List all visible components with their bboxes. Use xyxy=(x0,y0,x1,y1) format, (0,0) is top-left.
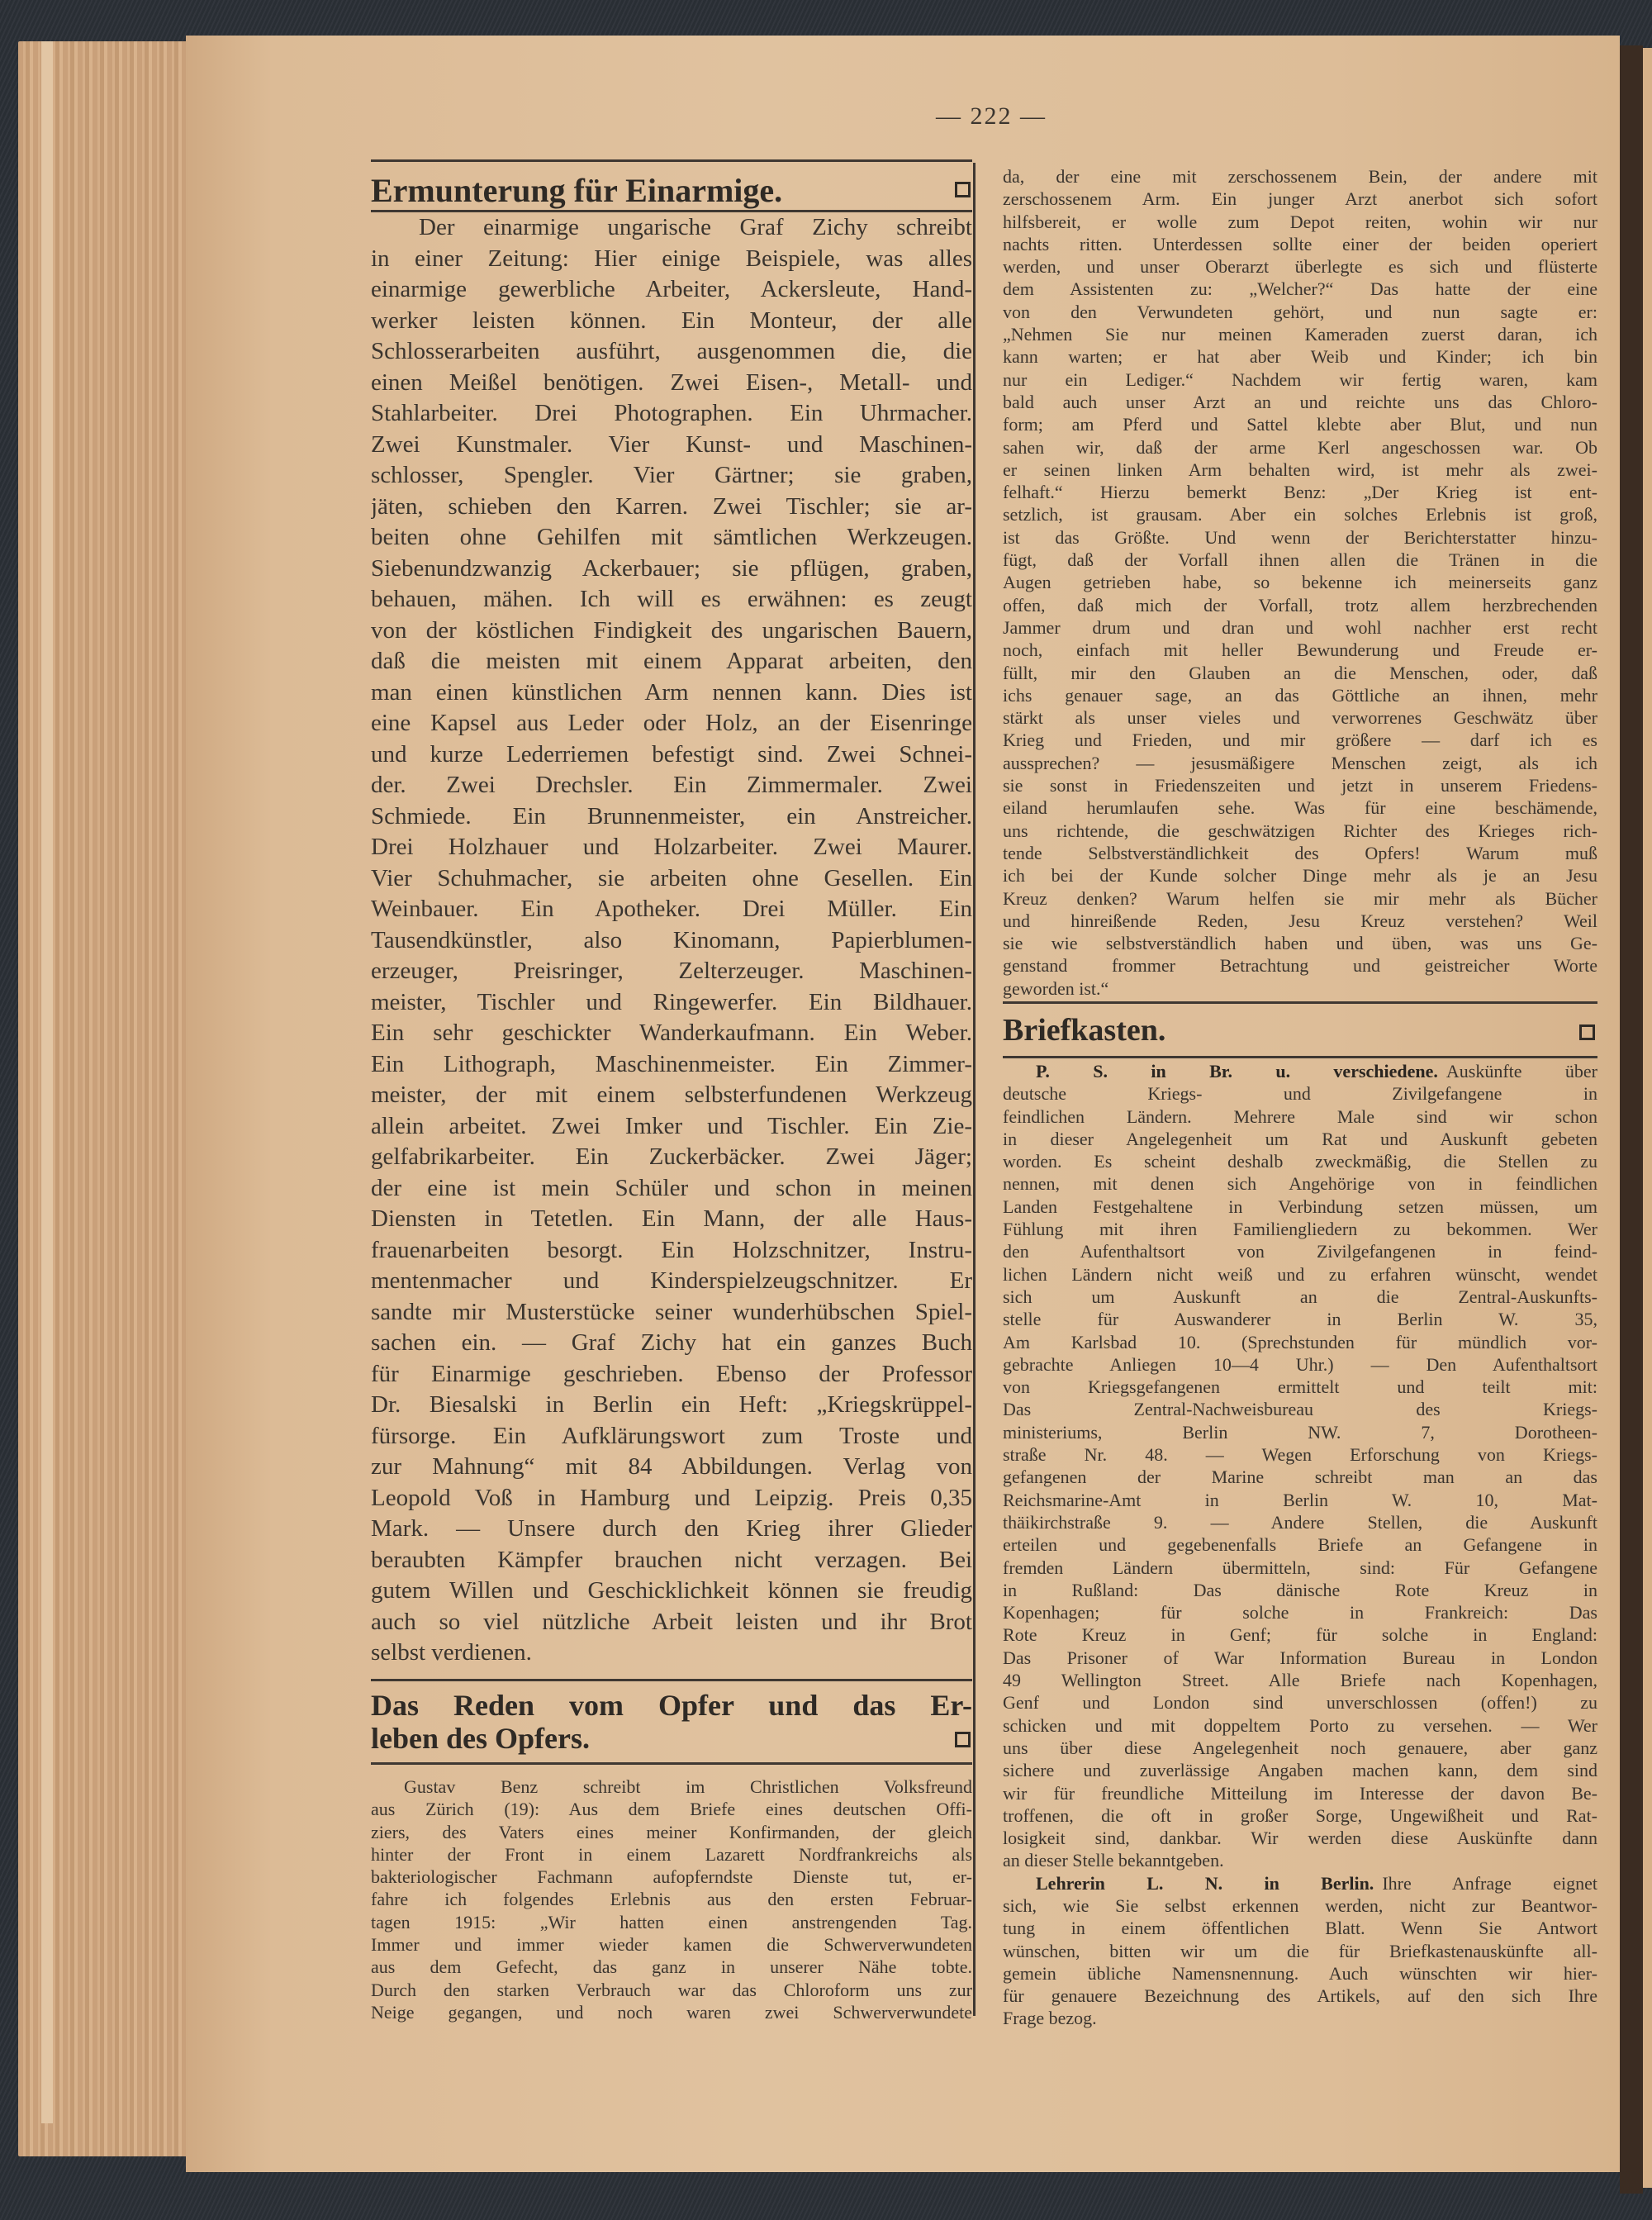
text-line: für Einarmige geschrieben. Ebenso der Professor xyxy=(371,1360,972,1387)
text-line: deutsche Kriegs- und Zivilgefangene in xyxy=(1003,1083,1597,1105)
text-line: Immer und immer wieder kamen die Schwerverwundeten xyxy=(371,1934,972,1956)
title-rule-top xyxy=(371,159,972,162)
text-line: fahre ich folgendes Erlebnis aus den ersten Februar- xyxy=(371,1889,972,1910)
text-line: tagen 1915: „Wir hatten einen anstrengenden Tag. xyxy=(371,1911,972,1932)
text-line: sachen ein. — Graf Zichy hat ein ganzes Buch xyxy=(371,1329,972,1356)
text-line: Kopenhagen; für solche in Frankreich: Das xyxy=(1003,1602,1597,1623)
text-line: sie sonst in Friedenszeiten und jetzt in unserem Friedens- xyxy=(1003,775,1597,796)
text-line: hinter der Front in einem Lazarett Nordfrankreichs als xyxy=(371,1843,972,1865)
text-line: ich bei der Kunde solcher Dinge mehr als je an Jesu xyxy=(1003,865,1597,887)
text-line: bakteriologischer Fachmann aufopferndste Dienste tut, er- xyxy=(371,1866,972,1888)
text-line: aus dem Gefecht, das ganz in unserer Nähe tobte. xyxy=(371,1956,972,1978)
text-line: aussprechen? — jesusmäßigere Menschen zeigt, als ich xyxy=(1003,752,1597,773)
text-line: füllt, mir den Glauben an die Menschen, oder, daß xyxy=(1003,662,1597,683)
text-line: Augen getrieben habe, so bekenne ich meinerseits ganz xyxy=(1003,572,1597,593)
text-line: einarmige gewerbliche Arbeiter, Ackersleute, Hand- xyxy=(371,276,972,302)
text-line: Jammer drum und dran und wohl nachher erst recht xyxy=(1003,616,1597,638)
text-line: den Aufenthaltsort von Zivilgefangenen in feind- xyxy=(1003,1241,1597,1262)
text-line: von der köstlichen Findigkeit des ungarischen Bauern, xyxy=(371,616,972,644)
entry-text: Ihre Anfrage eignet xyxy=(1382,1872,1597,1894)
text-line: nachts ritten. Unterdessen sollte einer der beiden operiert xyxy=(1003,233,1597,254)
text-line: Durch den starken Verbrauch war das Chloroform uns zur xyxy=(371,1979,972,2000)
text-line: dem Assistenten zu: „Welcher?“ Das hatte der eine xyxy=(1003,278,1597,300)
text-line: aus Zürich (19): Aus dem Briefe eines deutschen Offi- xyxy=(371,1799,972,1820)
title-rule-top xyxy=(371,1679,972,1681)
text-line: Reichsmarine-Amt in Berlin W. 10, Mat- xyxy=(1003,1489,1597,1510)
text-line: jäten, schieben den Karren. Zwei Tischler; sie ar- xyxy=(371,492,972,520)
text-line: Frage bezog. xyxy=(1003,2008,1097,2029)
text-line: werden, und unser Oberarzt überlegte es sich und flüsterte xyxy=(1003,256,1597,278)
text-line: Neige gegangen, und noch waren zwei Schwerverwundete xyxy=(371,2001,972,2023)
text-line: für genauere Bezeichnung des Artikels, auf den sich Ihre xyxy=(1003,1985,1597,2007)
text-line: Landen Festgehaltene in Verbindung setzen müssen, um xyxy=(1003,1196,1597,1217)
text-line: sich, wie Sie selbst erkennen werden, nicht zur Beantwor- xyxy=(1003,1894,1597,1916)
text-line: Siebenundzwanzig Ackerbauer; sie pflügen, graben, xyxy=(371,554,972,582)
text-line: Ein sehr geschickter Wanderkaufmann. Ein Weber. xyxy=(371,1020,972,1046)
text-line: beraubten Kämpfer brauchen nicht verzagen. Bei xyxy=(371,1546,972,1573)
text-line: sandte mir Musterstücke seiner wunderhübschen Spiel- xyxy=(371,1298,972,1325)
book-gutter xyxy=(1620,45,1643,2194)
text-line: wünschen, bitten wir um die für Briefkastenauskünfte all- xyxy=(1003,1940,1597,1961)
text-line: Ein Lithograph, Maschinenmeister. Ein Zimmer- xyxy=(371,1050,972,1077)
text-line: uns über diese Angelegenheit noch genauere, aber ganz xyxy=(1003,1737,1597,1758)
text-line: gebrachte Anliegen 10—4 Uhr.) — Den Aufenthaltsort xyxy=(1003,1353,1597,1375)
text-line: in einer Zeitung: Hier einige Beispiele, was alles xyxy=(371,245,972,272)
end-mark-square-icon xyxy=(955,182,971,197)
text-line: kann warten; er hat aber Weib und Kinder; ich bin xyxy=(1003,346,1597,368)
text-line: von den Verwundeten gehört, und nun sagte er: xyxy=(1003,301,1597,322)
text-line: gelfabrikarbeiter. Ein Zuckerbäcker. Zwei Jäger; xyxy=(371,1143,972,1170)
text-line: Mark. — Unsere durch den Krieg ihrer Glieder xyxy=(371,1515,972,1542)
text-line: genstand frommer Betrachtung und geistreicher Worte xyxy=(1003,955,1597,977)
text-line: „Nehmen Sie nur meinen Kameraden zuerst daran, ich xyxy=(1003,324,1597,345)
text-line: an dieser Stelle bekanntgeben. xyxy=(1003,1850,1224,1871)
title-rule-bottom xyxy=(371,1762,972,1765)
text-line: Am Karlsbad 10. (Sprechstunden für mündlich vor- xyxy=(1003,1331,1597,1352)
text-line: Krieg und Frieden, und mir größere — darf ich es xyxy=(1003,730,1597,751)
text-line: behauen, mähen. Ich will es erwähnen: es zeugt xyxy=(371,586,972,612)
section-title: Briefkasten. xyxy=(1003,1013,1166,1048)
text-line: meister, Tischler und Ringewerfer. Ein Bildhauer. xyxy=(371,988,972,1015)
text-line: Das Prisoner of War Information Bureau in London xyxy=(1003,1647,1597,1668)
text-line: zur Mahnung“ mit 84 Abbildungen. Verlag von xyxy=(371,1453,972,1480)
text-line: ist das Größte. Und wenn der Berichterstatter hinzu- xyxy=(1003,526,1597,548)
text-line: Leopold Voß in Hamburg und Leipzig. Preis 0,35 xyxy=(371,1484,972,1511)
text-line: frauenarbeiten besorgt. Ein Holzschnitzer, Instru- xyxy=(371,1236,972,1263)
text-line: Rote Kreuz in Genf; für solche in England: xyxy=(1003,1624,1597,1646)
title-rule-top xyxy=(1003,1001,1597,1004)
text-line: schlosser, Spengler. Vier Gärtner; sie graben, xyxy=(371,462,972,488)
text-line: meister, der mit einem selbsterfundenen Werkzeug xyxy=(371,1081,972,1108)
text-line: worden. Es scheint deshalb zweckmäßig, die Stellen zu xyxy=(1003,1151,1597,1172)
text-line: uns richtende, die geschwätzigen Richter des Krieges rich- xyxy=(1003,820,1597,841)
text-line: bald auch unser Arzt an und reichte uns das Chloro- xyxy=(1003,391,1597,412)
text-line: Schmiede. Ein Brunnenmeister, ein Anstreicher. xyxy=(371,802,972,830)
text-line: schicken und mit doppeltem Porto zu versehen. — Wer xyxy=(1003,1714,1597,1736)
text-line: stelle für Auswanderer in Berlin W. 35, xyxy=(1003,1309,1597,1330)
text-line: eiland herumlaufen sehe. Was für eine beschämende, xyxy=(1003,797,1597,819)
text-line: Dr. Biesalski in Berlin ein Heft: „Kriegskrüppel- xyxy=(371,1391,972,1418)
text-line: ziers, des Vaters eines meiner Konfirmanden, der gleich xyxy=(371,1821,972,1842)
column-divider xyxy=(973,163,976,2016)
text-line: sichere und zuverlässige Angaben machen kann, dem sind xyxy=(1003,1760,1597,1781)
text-line: werker leisten können. Ein Monteur, der alle xyxy=(371,307,972,334)
briefkasten-body xyxy=(1003,1060,1597,2030)
text-line: geworden ist.“ xyxy=(1003,977,1109,999)
text-line: man einen künstlichen Arm nennen kann. Dies ist xyxy=(371,678,972,706)
article-body xyxy=(371,212,972,1669)
text-line: beiten ohne Gehilfen mit sämtlichen Werkzeugen. xyxy=(371,524,972,550)
text-line: da, der eine mit zerschossenem Bein, der andere mit xyxy=(1003,166,1597,187)
text-line: thäikirchstraße 9. — Andere Stellen, die Auskunft xyxy=(1003,1511,1597,1533)
text-line: Kreuz denken? Warum helfen sie mir mehr als Bücher xyxy=(1003,887,1597,909)
text-line: ichs genauer sage, an das Göttliche an ihnen, mehr xyxy=(1003,684,1597,706)
text-line: losigkeit sind, dankbar. Wir werden diese Auskünfte dann xyxy=(1003,1828,1597,1849)
text-line: feindlichen Ländern. Mehrere Male sind wir schon xyxy=(1003,1105,1597,1127)
text-line: Drei Holzhauer und Holzarbeiter. Zwei Maurer. xyxy=(371,834,972,860)
text-line: der eine ist mein Schüler und schon in meinen xyxy=(371,1174,972,1201)
text-line: fürsorge. Ein Aufklärungswort zum Troste und xyxy=(371,1422,972,1449)
text-line: straße Nr. 48. — Wegen Erforschung von Kriegs- xyxy=(1003,1444,1597,1466)
text-line: und hinreißende Reden, Jesu Kreuz verstehen? Weil xyxy=(1003,910,1597,931)
article-body xyxy=(371,1776,972,2023)
text-line: er seinen linken Arm behalten wird, ist mehr als zwei- xyxy=(1003,459,1597,480)
text-line xyxy=(1003,1872,1597,1894)
title-rule-bottom xyxy=(1003,1056,1597,1058)
text-line: sie wie selbstverständlich haben und üben, was uns Ge- xyxy=(1003,933,1597,954)
text-line: fremden Ländern übermitteln, sind: Für Gefangene xyxy=(1003,1557,1597,1578)
text-line: setzlich, ist grausam. Aber ein solches Erlebnis ist groß, xyxy=(1003,504,1597,525)
text-line xyxy=(1003,1060,1597,1082)
text-line: auch so viel nützliche Arbeit leisten und ihr Brot xyxy=(371,1608,972,1635)
text-line: 49 Wellington Street. Alle Briefe nach Kopenhagen, xyxy=(1003,1670,1597,1691)
text-line: sahen wir, daß der arme Kerl angeschossen war. Ob xyxy=(1003,436,1597,458)
text-line: Genf und London sind unverschlossen (offen!) zu xyxy=(1003,1692,1597,1714)
end-mark-square-icon xyxy=(955,1732,971,1747)
text-line: und kurze Lederriemen befestigt sind. Zwei Schnei- xyxy=(371,740,972,768)
text-line: der. Zwei Drechsler. Ein Zimmermaler. Zwei xyxy=(371,772,972,798)
text-line: selbst verdienen. xyxy=(371,1639,532,1666)
text-line: einen Meißel benötigen. Zwei Eisen-, Metall- und xyxy=(371,368,972,396)
text-line: nur ein Lediger.“ Nachdem wir fertig waren, kam xyxy=(1003,368,1597,390)
text-line: Der einarmige ungarische Graf Zichy schreibt xyxy=(419,214,972,240)
text-line: Vier Schuhmacher, sie arbeiten ohne Gesellen. Ein xyxy=(371,864,972,891)
article-title-line: Das Reden vom Opfer und das Er- xyxy=(371,1689,972,1722)
text-line: in Rußland: Das dänische Rote Kreuz in xyxy=(1003,1579,1597,1600)
article-continuation xyxy=(1003,165,1597,1000)
text-line: gutem Willen und Geschicklichkeit können sie freudig xyxy=(371,1577,972,1604)
text-line: gefangenen der Marine schreibt man an das xyxy=(1003,1467,1597,1488)
text-line: von Kriegsgefangenen ermittelt und teilt mit: xyxy=(1003,1376,1597,1398)
text-line: in dieser Angelegenheit um Rat und Auskunft gebeten xyxy=(1003,1128,1597,1149)
text-line: tung in einem öffentlichen Blatt. Wenn Sie Antwort xyxy=(1003,1918,1597,1939)
text-line: erteilen und gegebenenfalls Briefe an Gefangene in xyxy=(1003,1534,1597,1556)
text-line: Gustav Benz schreibt im Christlichen Volksfreund xyxy=(404,1776,972,1797)
text-line: Stahlarbeiter. Drei Photographen. Ein Uhrmacher. xyxy=(371,400,972,426)
text-line: zerschossenem Arm. Ein junger Arzt anerbot sich sofort xyxy=(1003,188,1597,210)
text-line: eine Kapsel aus Leder oder Holz, an der Eisenringe xyxy=(371,710,972,736)
text-line: Zwei Kunstmaler. Vier Kunst- und Maschinen- xyxy=(371,430,972,458)
article-title: Ermunterung für Einarmige. xyxy=(371,172,783,209)
entry-addressee: P. S. in Br. u. verschiedene. xyxy=(1036,1061,1438,1081)
page-stack-highlight xyxy=(41,41,53,2123)
page-number: — 222 — xyxy=(936,102,1047,130)
text-line: Diensten in Tetetlen. Ein Mann, der alle Haus- xyxy=(371,1205,972,1232)
text-line: daß die meisten mit einem Apparat arbeiten, den xyxy=(371,648,972,674)
text-line: erzeuger, Preisringer, Zelterzeuger. Maschinen- xyxy=(371,958,972,984)
text-line: Schlosserarbeiten ausführt, ausgenommen die, die xyxy=(371,338,972,364)
article-title xyxy=(371,1689,972,1755)
facing-page-edge xyxy=(1643,48,1652,2188)
text-line: sich um Auskunft an die Zentral-Auskunfts- xyxy=(1003,1286,1597,1307)
text-line: troffenen, die oft in großer Sorge, Ungewißheit und Rat- xyxy=(1003,1804,1597,1826)
text-line: Das Zentral-Nachweisbureau des Kriegs- xyxy=(1003,1399,1597,1420)
end-mark-square-icon xyxy=(1579,1024,1595,1040)
text-line: mentenmacher und Kinderspielzeugschnitzer. Er xyxy=(371,1267,972,1294)
text-line: offen, daß mich der Vorfall, trotz allem herzbrechenden xyxy=(1003,594,1597,616)
text-line: form; am Pferd und Sattel klebte aber Blut, und nun xyxy=(1003,414,1597,435)
text-line: Tausendkünstler, also Kinomann, Papierblumen- xyxy=(371,926,972,953)
text-line: fügt, daß der Vorfall ihnen allen die Tränen in die xyxy=(1003,549,1597,571)
text-line: stärkt als unser vieles und verworrenes Geschwätz über xyxy=(1003,707,1597,729)
entry-addressee: Lehrerin L. N. in Berlin. xyxy=(1036,1872,1374,1894)
text-line: felhaft.“ Hierzu bemerkt Benz: „Der Krieg ist ent- xyxy=(1003,482,1597,503)
text-line: Weinbauer. Ein Apotheker. Drei Müller. Ein xyxy=(371,896,972,922)
text-line: tende Selbstverständlichkeit des Opfers! Warum muß xyxy=(1003,842,1597,863)
text-line: nennen, mit denen sich Angehörige von in feindlichen xyxy=(1003,1173,1597,1195)
text-line: lichen Ländern nicht weiß und zu erfahren wünscht, wendet xyxy=(1003,1263,1597,1285)
text-line: ministeriums, Berlin NW. 7, Dorotheen- xyxy=(1003,1421,1597,1443)
text-line: noch, einfach mit heller Bewunderung und Freude er- xyxy=(1003,639,1597,661)
text-line: wir für freundliche Mitteilung im Interesse der davon Be- xyxy=(1003,1782,1597,1804)
text-line: hilfsbereit, er wolle zum Depot reiten, wohin wir nur xyxy=(1003,211,1597,232)
text-line: gemein übliche Namensnennung. Auch wünschten wir hier- xyxy=(1003,1962,1597,1984)
entry-text: Auskünfte über xyxy=(1446,1061,1597,1081)
text-line: Fühlung mit ihren Familiengliedern zu bekommen. Wer xyxy=(1003,1219,1597,1240)
article-title-line: leben des Opfers. xyxy=(371,1722,590,1755)
text-line: allein arbeitet. Zwei Imker und Tischler. Ein Zie- xyxy=(371,1112,972,1139)
